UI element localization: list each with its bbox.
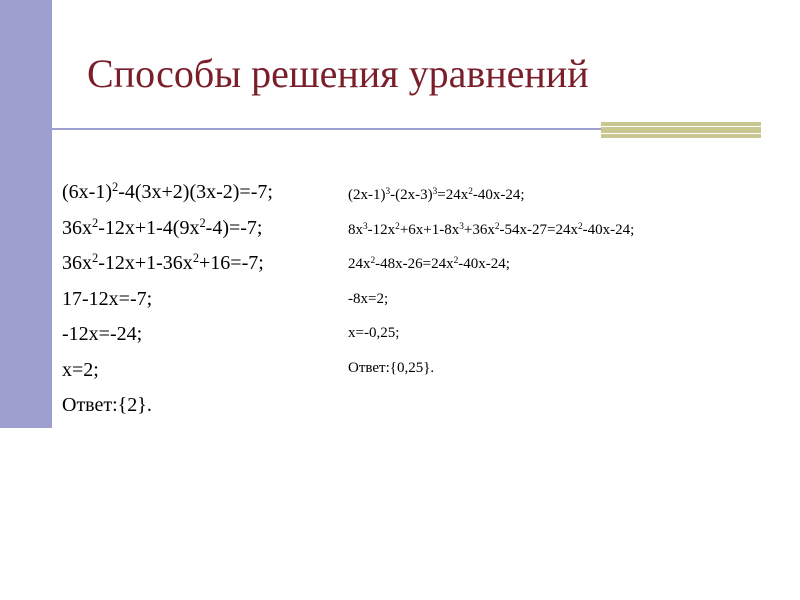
equation-text: Ответ:{2}. [62,394,152,416]
exponent: 2 [92,251,99,266]
exponent: 3 [385,186,391,197]
method-2-equation-line [348,213,634,248]
equation-text: =24х [437,187,469,203]
equation-text: 24х [348,256,371,272]
method-1-equation-line [62,282,273,318]
method-2-equation-line [348,247,634,282]
exponent: 3 [432,186,438,197]
exponent: 2 [577,221,583,232]
accent-stripe [601,126,761,127]
equation-text: -40х-24; [582,221,635,238]
equation-text: (6х-1) [62,181,112,203]
equation-text: 17-12х=-7; [62,287,153,310]
equation-text: -8х=2; [348,290,389,307]
accent-block [601,122,761,138]
exponent: 2 [199,215,206,230]
equation-text: х=2; [62,358,99,381]
method-2-solution [348,178,634,385]
exponent: 3 [363,221,368,232]
equation-text: +16=-7; [199,252,264,274]
equation-text: -40х-24; [472,187,525,203]
exponent: 2 [453,255,459,266]
equation-text: -(2х-3) [390,187,433,203]
exponent: 2 [494,221,500,232]
equation-text: 36х [62,216,92,239]
method-2-equation-line [348,282,634,317]
equation-text: Ответ:{0,25}. [348,359,435,376]
equation-text: -4(3х+2)(3х-2)=-7; [118,181,273,203]
equation-text: х=-0,25; [348,325,400,341]
left-decorative-bar [0,0,52,428]
method-2-equation-line [348,178,634,213]
equation-text: 36х [62,252,92,274]
equation-text: -12х [367,221,396,238]
exponent: 3 [459,221,464,232]
method-1-equation-line [62,388,273,424]
equation-text: (2х-1) [348,187,386,203]
equation-text: -40х-24; [458,256,510,272]
method-1-equation-line [62,317,273,353]
equation-text: 8х [348,221,363,238]
method-1-equation-line [62,211,273,247]
method-1-equation-line [62,246,273,282]
exponent: 2 [468,186,473,197]
method-1-solution [62,175,273,424]
method-1-equation-line [62,175,273,211]
exponent: 2 [111,180,119,195]
exponent: 2 [395,221,400,232]
equation-text: +6х+1-8х [399,221,460,238]
equation-text: +36х [463,221,495,238]
exponent: 2 [192,251,200,266]
equation-text: -48х-26=24х [375,256,454,272]
method-2-equation-line [348,351,634,386]
exponent: 2 [92,215,99,230]
equation-text: -12х+1-4(9х [98,216,200,239]
equation-text: -12х=-24; [62,323,143,345]
equation-text: -4)=-7; [205,216,263,239]
equation-text: -12х+1-36х [98,252,193,274]
method-1-equation-line [62,353,273,389]
exponent: 2 [370,255,376,266]
method-2-equation-line [348,316,634,351]
equation-text: -54х-27=24х [499,221,578,238]
slide-title: Способы решения уравнений [87,51,589,96]
accent-stripe [601,133,761,134]
